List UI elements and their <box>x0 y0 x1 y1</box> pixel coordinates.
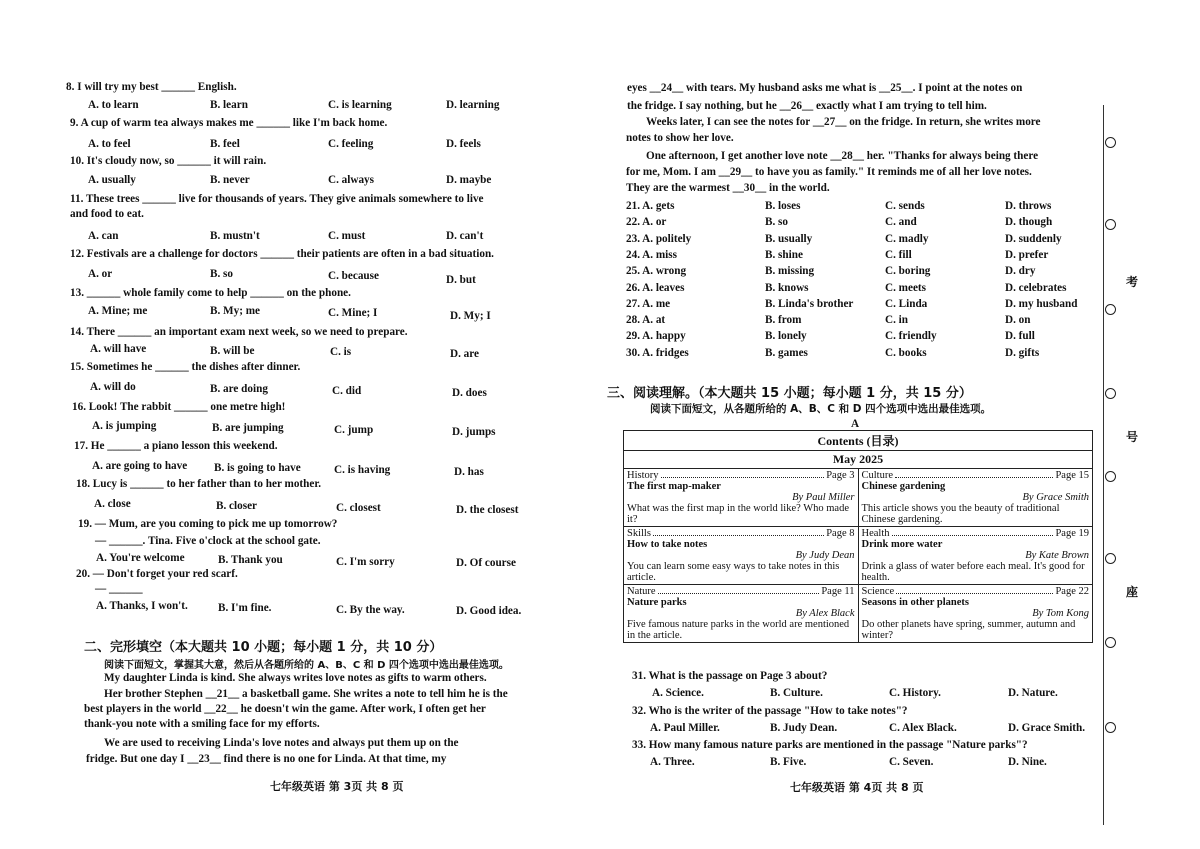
cloze-option: 27. A. me <box>626 297 671 310</box>
cloze-option: 22. A. or <box>626 216 667 229</box>
cloze-option: B. lonely <box>765 330 807 343</box>
passage-line: thank-you note with a smiling face for my efforts. <box>84 718 320 730</box>
toc-page: Page 8 <box>826 528 855 539</box>
option: B. is going to have <box>214 462 301 474</box>
cloze-option: C. in <box>885 314 909 327</box>
option: A. Mine; me <box>88 305 148 317</box>
question-stem: 20. — Don't forget your red scarf. <box>76 568 238 580</box>
passage-line: One afternoon, I get another love note __28__ her. "Thanks for always being there <box>646 150 1039 162</box>
toc-desc: You can learn some easy ways to take notes in this article. <box>627 561 840 583</box>
passage-line: fridge. But one day I __23__ find there is no one for Linda. At that time, my <box>86 753 447 765</box>
toc-author: By Tom Kong <box>1032 608 1089 619</box>
passage-label: A <box>851 418 860 430</box>
cloze-option: 30. A. fridges <box>626 346 689 359</box>
cloze-option: 24. A. miss <box>626 248 677 261</box>
option: D. maybe <box>446 174 492 186</box>
binding-label: 号 <box>1126 430 1139 444</box>
cloze-option: D. my husband <box>1005 297 1078 310</box>
cloze-option: D. throws <box>1005 200 1052 212</box>
toc-title: Seasons in other planets <box>861 597 969 608</box>
question-stem: 8. I will try my best ______ English. <box>66 81 237 93</box>
passage-line: Her brother Stephen __21__ a basketball game. She writes a note to tell him he is the <box>104 688 508 700</box>
option: D. are <box>450 348 479 360</box>
contents-title: Contents (目录) <box>624 431 1093 451</box>
option: B. Thank you <box>218 554 283 566</box>
option: C. is <box>330 346 352 358</box>
toc-cell <box>624 469 859 527</box>
cloze-option: C. madly <box>885 232 929 245</box>
cloze-option: B. loses <box>765 200 801 212</box>
option: C. closest <box>336 502 381 514</box>
question-stem: 18. Lucy is ______ to her father than to her mother. <box>76 478 322 490</box>
option: C. Seven. <box>889 756 934 768</box>
option: C. feeling <box>328 138 374 150</box>
cloze-option: D. full <box>1005 330 1035 343</box>
option: D. but <box>446 274 476 286</box>
toc-section: Science <box>861 586 895 597</box>
option: B. are doing <box>210 383 268 395</box>
toc-title: Chinese gardening <box>861 481 946 492</box>
toc-title: The first map-maker <box>627 481 721 492</box>
option: C. always <box>328 174 374 186</box>
passage-line: eyes __24__ with tears. My husband asks me what is __25__. I point at the notes on <box>627 82 1023 94</box>
question-stem: 32. Who is the writer of the passage "How to take notes"? <box>632 705 908 717</box>
option: C. I'm sorry <box>336 556 395 568</box>
option: C. Alex Black. <box>889 722 957 734</box>
question-stem: 10. It's cloudy now, so ______ it will rain. <box>70 155 267 167</box>
toc-page: Page 22 <box>1055 586 1089 597</box>
cloze-option: C. sends <box>885 200 925 212</box>
option: D. jumps <box>452 426 496 438</box>
toc-section: History <box>627 470 659 481</box>
option: A. to learn <box>88 99 139 111</box>
option: B. feel <box>210 138 240 150</box>
cloze-option: 21. A. gets <box>626 200 675 212</box>
cloze-option: B. Linda's brother <box>765 297 854 310</box>
toc-cell <box>624 585 859 643</box>
cloze-option: C. Linda <box>885 297 928 310</box>
option: A. to feel <box>88 138 131 150</box>
question-stem: 16. Look! The rabbit ______ one metre high! <box>72 401 286 413</box>
passage-line: for me, Mom. I am __29__ to have you as family." It reminds me of all her love notes. <box>626 166 1032 178</box>
cloze-option: C. books <box>885 346 927 359</box>
question-stem: 12. Festivals are a challenge for doctors ______ their patients are often in a bad situation. <box>70 248 494 260</box>
cloze-option: C. meets <box>885 281 927 294</box>
passage-line: They are the warmest __30__ in the world. <box>626 182 830 194</box>
toc-author: By Paul Miller <box>792 492 855 503</box>
option: A. are going to have <box>92 460 188 472</box>
cloze-option: B. shine <box>765 248 803 261</box>
cloze-option: D. suddenly <box>1005 232 1062 245</box>
toc-cell <box>858 527 1093 585</box>
option: D. does <box>452 387 487 399</box>
cloze-option: B. so <box>765 216 789 229</box>
toc-page: Page 3 <box>826 470 855 481</box>
option: A. Paul Miller. <box>650 722 720 734</box>
binding-hole-icon <box>1105 471 1116 482</box>
section-2-title: 二、完形填空（本大题共 10 小题；每小题 1 分，共 10 分） <box>84 640 443 655</box>
toc-desc: This article shows you the beauty of traditional Chinese gardening. <box>861 503 1060 525</box>
cloze-option: B. usually <box>765 232 813 245</box>
option: A. Science. <box>652 687 704 699</box>
toc-desc: Do other planets have spring, summer, autumn and winter? <box>861 619 1076 641</box>
option: A. or <box>88 268 113 280</box>
binding-label: 座 <box>1126 585 1139 599</box>
option: C. because <box>328 270 379 282</box>
toc-author: By Judy Dean <box>795 550 855 561</box>
page-footer: 七年级英语 第 4页 共 8 页 <box>790 781 924 794</box>
cloze-option: D. prefer <box>1005 248 1049 261</box>
question-stem: 9. A cup of warm tea always makes me ______ like I'm back home. <box>70 117 388 129</box>
cloze-option: C. and <box>885 216 917 229</box>
cloze-option: D. celebrates <box>1005 281 1067 294</box>
toc-cell <box>858 585 1093 643</box>
option: B. Culture. <box>770 687 823 699</box>
page-footer: 七年级英语 第 3页 共 8 页 <box>270 780 404 793</box>
cloze-option: D. gifts <box>1005 346 1040 359</box>
toc-cell <box>624 527 859 585</box>
question-stem: 31. What is the passage on Page 3 about? <box>632 670 828 682</box>
option: D. can't <box>446 230 484 242</box>
toc-author: By Alex Black <box>795 608 855 619</box>
cloze-option: C. fill <box>885 248 912 261</box>
option: B. mustn't <box>210 230 260 242</box>
option: B. are jumping <box>212 422 284 434</box>
toc-author: By Kate Brown <box>1025 550 1089 561</box>
option: D. My; I <box>450 310 491 322</box>
question-stem-cont: — ______ <box>95 583 143 595</box>
binding-hole-icon <box>1105 219 1116 230</box>
option: A. will do <box>90 381 136 393</box>
option: B. I'm fine. <box>218 602 272 614</box>
option: B. Judy Dean. <box>770 722 838 734</box>
option: B. closer <box>216 500 258 512</box>
toc-section: Skills <box>627 528 651 539</box>
cloze-option: D. on <box>1005 314 1031 327</box>
cloze-option: D. dry <box>1005 265 1036 278</box>
binding-hole-icon <box>1105 722 1116 733</box>
option: C. is having <box>334 464 391 476</box>
option: C. is learning <box>328 99 392 111</box>
question-stem: 17. He ______ a piano lesson this weekend. <box>74 440 278 452</box>
option: B. learn <box>210 99 248 111</box>
cloze-option: C. boring <box>885 265 931 278</box>
cloze-option: D. though <box>1005 216 1053 229</box>
option: D. Grace Smith. <box>1008 722 1086 734</box>
option: C. did <box>332 385 362 397</box>
binding-hole-icon <box>1105 137 1116 148</box>
binding-label: 考 <box>1126 275 1139 289</box>
option: D. Nature. <box>1008 687 1058 699</box>
option: D. learning <box>446 99 500 111</box>
option: D. feels <box>446 138 481 150</box>
option: C. By the way. <box>336 604 405 616</box>
option: C. must <box>328 230 366 242</box>
cloze-option: B. knows <box>765 281 809 294</box>
option: C. jump <box>334 424 374 436</box>
option: A. usually <box>88 174 136 186</box>
binding-hole-icon <box>1105 553 1116 564</box>
toc-author: By Grace Smith <box>1022 492 1089 503</box>
option: A. close <box>94 498 131 510</box>
question-stem: 13. ______ whole family come to help ______ on the phone. <box>70 287 351 299</box>
section-3-title: 三、阅读理解。（本大题共 15 小题；每小题 1 分，共 15 分） <box>607 386 972 401</box>
question-stem-cont: — ______. Tina. Five o'clock at the school gate. <box>95 535 321 547</box>
option: A. You're welcome <box>96 552 185 564</box>
cloze-option: 29. A. happy <box>626 330 686 343</box>
cloze-option: B. missing <box>765 265 815 278</box>
option: D. Of course <box>456 557 516 569</box>
option: B. so <box>210 268 234 280</box>
contents-table <box>623 430 1093 643</box>
cloze-option: 26. A. leaves <box>626 281 685 294</box>
passage-line: notes to show her love. <box>626 132 734 144</box>
option: D. the closest <box>456 504 519 516</box>
question-stem-cont: and food to eat. <box>70 208 144 220</box>
option: D. has <box>454 466 484 478</box>
option: C. History. <box>889 687 941 699</box>
toc-section: Health <box>861 528 890 539</box>
passage-line: Weeks later, I can see the notes for __27__ on the fridge. In return, she writes more <box>646 116 1041 128</box>
option: B. never <box>210 174 250 186</box>
cloze-option: B. games <box>765 346 808 359</box>
option: A. will have <box>90 343 147 355</box>
passage-line: We are used to receiving Linda's love notes and always put them up on the <box>104 737 459 749</box>
option: C. Mine; I <box>328 307 378 319</box>
cloze-option: 23. A. politely <box>626 232 692 245</box>
passage-line: best players in the world __22__ he doesn't win the game. After work, I often get her <box>84 703 486 715</box>
option: D. Good idea. <box>456 605 522 617</box>
cloze-option: B. from <box>765 314 802 327</box>
option: B. Five. <box>770 756 807 768</box>
section-3-instructions: 阅读下面短文，从各题所给的 A、B、C 和 D 四个选项中选出最佳选项。 <box>650 403 992 415</box>
option: A. Three. <box>650 756 695 768</box>
option: A. Thanks, I won't. <box>96 600 188 612</box>
cloze-option: C. friendly <box>885 330 937 343</box>
binding-hole-icon <box>1105 388 1116 399</box>
toc-title: How to take notes <box>627 539 708 550</box>
passage-line: the fridge. I say nothing, but he __26__ exactly what I am trying to tell him. <box>627 100 987 112</box>
toc-page: Page 11 <box>821 586 855 597</box>
toc-section: Culture <box>861 470 893 481</box>
toc-desc: What was the first map in the world like? Who made it? <box>627 503 849 525</box>
option: A. is jumping <box>92 420 157 432</box>
question-stem: 33. How many famous nature parks are mentioned in the passage "Nature parks"? <box>632 739 1028 751</box>
contents-month: May 2025 <box>624 451 1093 469</box>
cloze-option: 28. A. at <box>626 314 666 327</box>
question-stem: 14. There ______ an important exam next week, so we need to prepare. <box>70 326 408 338</box>
binding-hole-icon <box>1105 637 1116 648</box>
toc-cell <box>858 469 1093 527</box>
question-stem: 15. Sometimes he ______ the dishes after dinner. <box>70 361 301 373</box>
toc-page: Page 15 <box>1055 470 1089 481</box>
option: B. My; me <box>210 305 261 317</box>
option: D. Nine. <box>1008 756 1047 768</box>
option: A. can <box>88 230 119 242</box>
passage-line: My daughter Linda is kind. She always writes love notes as gifts to warm others. <box>104 672 487 684</box>
binding-line <box>1103 105 1105 825</box>
question-stem: 11. These trees ______ live for thousands of years. They give animals somewhere to live <box>70 193 484 205</box>
toc-section: Nature <box>627 586 656 597</box>
cloze-option: 25. A. wrong <box>626 265 687 278</box>
binding-hole-icon <box>1105 304 1116 315</box>
toc-title: Drink more water <box>861 539 943 550</box>
toc-page: Page 19 <box>1055 528 1089 539</box>
section-2-instructions: 阅读下面短文，掌握其大意，然后从各题所给的 A、B、C 和 D 四个选项中选出最佳选项。 <box>104 660 509 671</box>
option: B. will be <box>210 345 255 357</box>
toc-title: Nature parks <box>627 597 687 608</box>
toc-desc: Drink a glass of water before each meal. It's good for health. <box>861 561 1085 583</box>
question-stem: 19. — Mum, are you coming to pick me up tomorrow? <box>78 518 338 530</box>
toc-desc: Five famous nature parks in the world are mentioned in the article. <box>627 619 850 641</box>
